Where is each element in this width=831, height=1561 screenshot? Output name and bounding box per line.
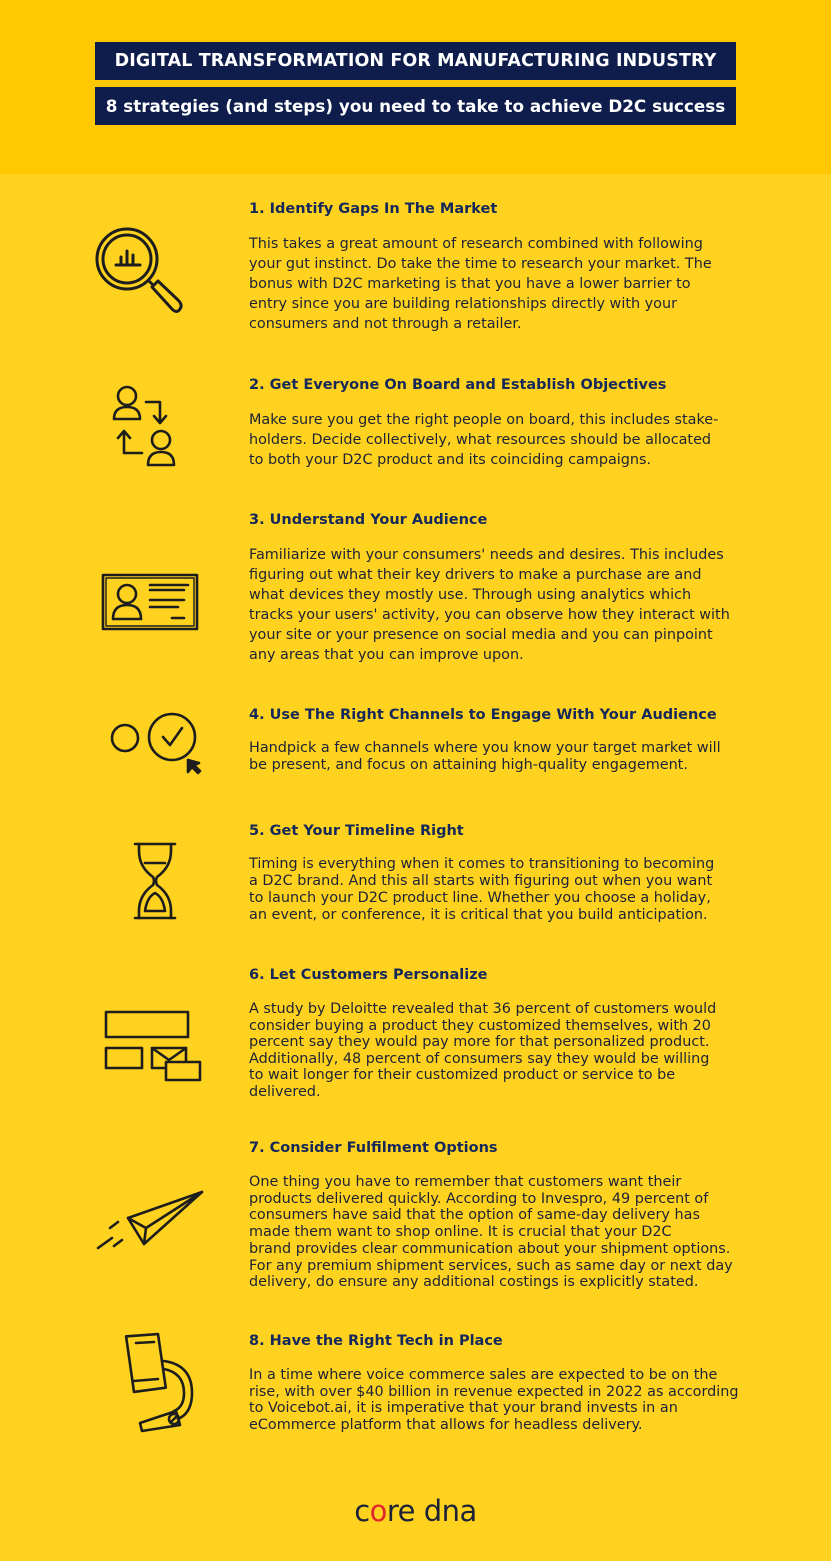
phone-headset-icon [122, 1333, 198, 1433]
section-title: 2. Get Everyone On Board and Establish Objectives [249, 377, 667, 393]
section-body: In a time where voice commerce sales are expected to be on the rise, with over $40 billion in revenue expected in 2022 as according to Voicebot.ai, it is imperative that your brand invests in an eCommerce platform that allows for headless delivery. [249, 1367, 739, 1434]
section-body: One thing you have to remember that customers want their products delivered quickly. According to Invespro, 49 percent of consumers have said that the option of same-day delivery has made them want to shop online. It is crucial that your D2C brand provides clear communication about your shipment options. For any premium shipment services, such as same day or next day delivery, do ensure any additional costings is explicitly stated. [249, 1174, 733, 1291]
magnifier-chart-icon [94, 225, 184, 317]
logo-text-o: o [369, 1494, 387, 1528]
logo-text-rest: re dna [386, 1494, 477, 1528]
page-title: DIGITAL TRANSFORMATION FOR MANUFACTURING INDUSTRY [95, 42, 736, 80]
section-title: 5. Get Your Timeline Right [249, 823, 464, 839]
option-select-icon [108, 712, 202, 776]
header-banner [0, 0, 831, 174]
section-body: Handpick a few channels where you know your target market will be present, and focus on attaining high-quality engagement. [249, 740, 721, 773]
section-body: Familiarize with your consumers' needs and desires. This includes figuring out what their key drivers to make a purchase are and what devices they mostly use. Through using analytics which tracks your users' activity, you can observe how they interact with your site or your presence on social media and you can pinpoint any areas that you can improve upon. [249, 547, 730, 663]
layout-blocks-icon [104, 1010, 202, 1082]
people-exchange-icon [110, 383, 180, 471]
section-title: 4. Use The Right Channels to Engage With Your Audience [249, 707, 717, 723]
brand-logo [0, 1494, 831, 1528]
paper-plane-icon [96, 1190, 206, 1254]
section-body: This takes a great amount of research combined with following your gut instinct. Do take the time to research your market. The bonus with D2C marketing is that you have a lower barrier to entry since you are building relationships directly with your consumers and not through a retailer. [249, 236, 712, 332]
section-title: 6. Let Customers Personalize [249, 967, 488, 983]
logo-text-c: c [354, 1494, 370, 1528]
section-title: 7. Consider Fulfilment Options [249, 1140, 498, 1156]
section-body: Timing is everything when it comes to transitioning to becoming a D2C brand. And this all starts with figuring out when you want to launch your D2C product line. Whether you choose a holiday, an event, or conference, it is critical that you build anticipation. [249, 856, 715, 923]
section-title: 3. Understand Your Audience [249, 512, 488, 528]
hourglass-icon [131, 841, 179, 921]
section-body: A study by Deloitte revealed that 36 percent of customers would consider buying a product they customized themselves, with 20 percent say they would pay more for that personalized product. Additionally, 48 percent of consumers say they would be willing to wait longer for their customized product or service to be delivered. [249, 1001, 717, 1100]
section-body: Make sure you get the right people on board, this includes stake- holders. Decide collectively, what resources should be allocated to both your D2C product and its coinciding campaigns. [249, 412, 719, 468]
profile-card-icon [100, 572, 200, 632]
page-subtitle: 8 strategies (and steps) you need to take to achieve D2C success [95, 87, 736, 125]
section-title: 8. Have the Right Tech in Place [249, 1333, 503, 1349]
section-title: 1. Identify Gaps In The Market [249, 201, 498, 217]
